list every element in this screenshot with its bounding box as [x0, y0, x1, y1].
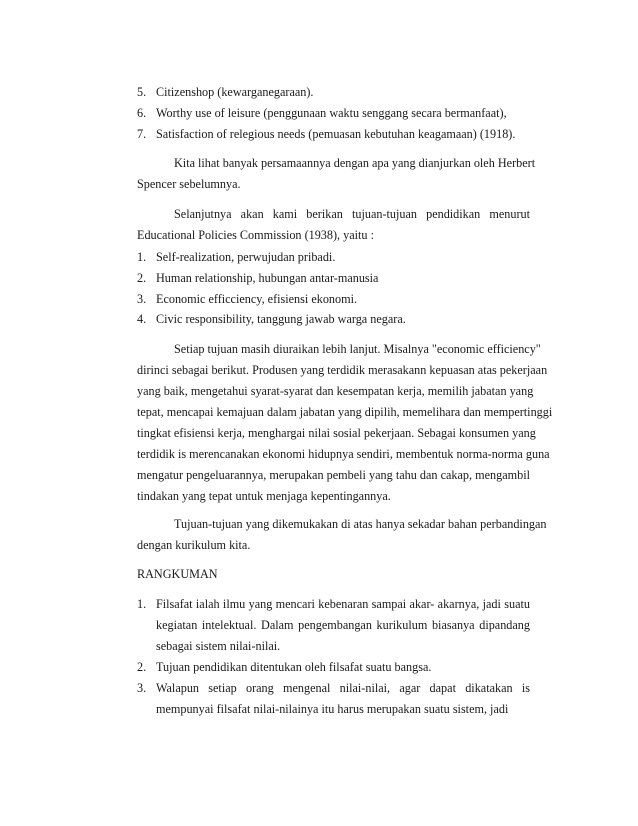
list-number: 7.: [137, 127, 147, 141]
list-text: Tujuan pendidikan ditentukan oleh filsafat suatu bangsa.: [156, 660, 432, 674]
list-text: Citizenshop (kewarganegaraan).: [156, 85, 314, 99]
list-item: [137, 291, 357, 307]
list-number: 4.: [137, 312, 147, 326]
list-number: 2.: [137, 271, 147, 285]
list-text: Filsafat ialah ilmu yang mencari kebenaran sampai akar- akarnya, jadi suatu: [156, 597, 530, 611]
list-text: Satisfaction of relegious needs (pemuasan kebutuhan keagamaan) (1918).: [156, 127, 516, 141]
list-item: [137, 126, 515, 142]
list-number: 1.: [137, 597, 147, 611]
list-text: Economic efficciency, efisiensi ekonomi.: [156, 292, 358, 306]
list-item: [137, 105, 507, 121]
list-text: Self-realization, perwujudan pribadi.: [156, 250, 336, 264]
list-number: 2.: [137, 660, 147, 674]
paragraph-line: Selanjutnya akan kami berikan tujuan-tujuan pendidikan menurut: [174, 207, 530, 221]
list-number: 5.: [137, 85, 147, 99]
list-text: Worthy use of leisure (penggunaan waktu senggang secara bermanfaat),: [156, 106, 507, 120]
paragraph-line: terdidik is merencanakan ekonomi hidupnya sendiri, membentuk norma-norma guna: [137, 447, 550, 461]
paragraph-line: Educational Policies Commission (1938), yaitu :: [137, 228, 374, 242]
list-number: 3.: [137, 681, 147, 695]
paragraph-line: tingkat efisiensi kerja, menghargai nilai sosial pekerjaan. Sebagai konsumen yang: [137, 426, 536, 440]
paragraph-line: Setiap tujuan masih diuraikan lebih lanjut. Misalnya "economic efficiency": [174, 342, 541, 356]
paragraph-line: yang baik, mengetahui syarat-syarat dan kesempatan kerja, memilih jabatan yang: [137, 384, 534, 398]
list-number: 6.: [137, 106, 147, 120]
paragraph-line: mengatur pengeluarannya, merupakan pembeli yang tahu dan cakap, mengambil: [137, 468, 530, 482]
list-item: [137, 84, 313, 100]
list-text: kegiatan intelektual. Dalam pengembangan kurikulum biasanya dipandang: [156, 618, 530, 632]
paragraph-line: tepat, mencapai kemajuan dalam jabatan yang dipilih, memelihara dan mempertinggi: [137, 405, 553, 419]
paragraph-line: tindakan yang tepat untuk menjaga kepentingannya.: [137, 489, 391, 503]
list-text: mempunyai filsafat nilai-nilainya itu harus merupakan suatu sistem, jadi: [156, 702, 509, 716]
paragraph-line: Spencer sebelumnya.: [137, 177, 241, 191]
list-item: [137, 659, 431, 675]
list-item: [137, 249, 335, 265]
paragraph-line: Kita lihat banyak persamaannya dengan apa yang dianjurkan oleh Herbert: [174, 156, 536, 170]
list-text: Walapun setiap orang mengenal nilai-nilai, agar dapat dikatakan is: [156, 681, 530, 695]
list-item: [137, 270, 378, 286]
list-number: 1.: [137, 250, 147, 264]
paragraph-line: Tujuan-tujuan yang dikemukakan di atas hanya sekadar bahan perbandingan: [174, 517, 547, 531]
paragraph-line: dirinci sebagai berikut. Produsen yang terdidik merasakann kepuasan atas pekerjaan: [137, 363, 548, 377]
list-text: Human relationship, hubungan antar-manusia: [156, 271, 379, 285]
list-text: sebagai sistem nilai-nilai.: [156, 639, 281, 653]
paragraph-line: dengan kurikulum kita.: [137, 538, 251, 552]
list-number: 3.: [137, 292, 147, 306]
list-text: Civic responsibility, tanggung jawab warga negara.: [156, 312, 406, 326]
section-heading: RANGKUMAN: [137, 567, 218, 581]
list-item: [137, 311, 406, 327]
